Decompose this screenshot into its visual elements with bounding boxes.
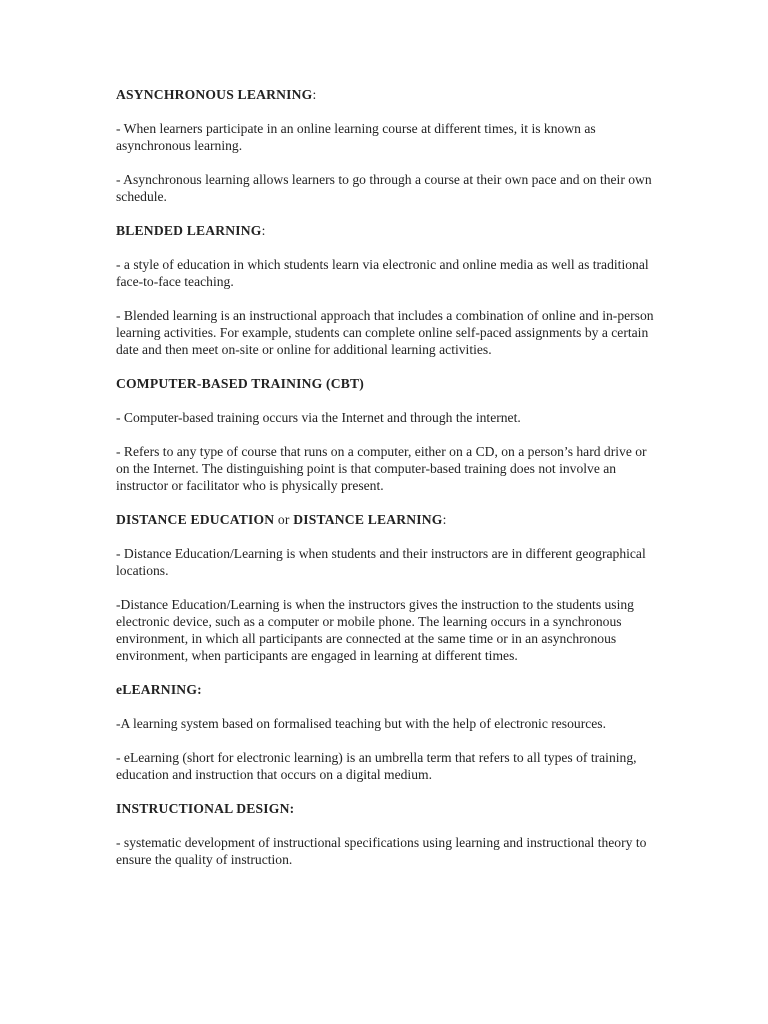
paragraph: - Asynchronous learning allows learners to go through a course at their own pace and on their own schedule.	[116, 172, 652, 204]
heading-suffix: :	[312, 87, 317, 102]
paragraph: - When learners participate in an online learning course at different times, it is known as asynchronous learning.	[116, 121, 596, 153]
section-heading	[116, 375, 656, 392]
section-heading	[116, 86, 656, 103]
heading-text: eLEARNING:	[116, 682, 202, 697]
paragraph: - systematic development of instructional specifications using learning and instructional theory to ensure the quality of instruction.	[116, 835, 647, 867]
heading-text: BLENDED LEARNING	[116, 223, 262, 238]
paragraph: - Blended learning is an instructional approach that includes a combination of online and in-person learning activities. For example, students can complete online self-paced assignments by a certain date and then meet on-site or online for additional learning activities.	[116, 308, 654, 357]
heading-text-secondary: DISTANCE LEARNING	[293, 512, 443, 527]
heading-text: ASYNCHRONOUS LEARNING	[116, 87, 313, 102]
paragraph: - Refers to any type of course that runs on a computer, either on a CD, on a person’s hard drive or on the Internet. The distinguishing point is that computer-based training does not involve an instructor or facilitator who is physically present.	[116, 444, 647, 493]
section-heading	[116, 800, 656, 817]
paragraph: -A learning system based on formalised teaching but with the help of electronic resources.	[116, 716, 606, 731]
heading-text: INSTRUCTIONAL DESIGN:	[116, 801, 295, 816]
heading-suffix: :	[442, 512, 447, 527]
paragraph: - eLearning (short for electronic learning) is an umbrella term that refers to all types of training, education and instruction that occurs on a digital medium.	[116, 750, 637, 782]
paragraph: -Distance Education/Learning is when the instructors gives the instruction to the students using electronic device, such as a computer or mobile phone. The learning occurs in a synchronous environment, in which all participants are connected at the same time or in an asynchronous environment, when participants are engaged in learning at different times.	[116, 597, 634, 663]
section-heading	[116, 511, 656, 528]
heading-connector: or	[274, 512, 294, 527]
paragraph: - Distance Education/Learning is when students and their instructors are in different geographical locations.	[116, 546, 646, 578]
heading-text: DISTANCE EDUCATION	[116, 512, 275, 527]
document-page	[116, 86, 656, 885]
paragraph: - Computer-based training occurs via the Internet and through the internet.	[116, 410, 521, 425]
section-heading	[116, 681, 656, 698]
paragraph: - a style of education in which students learn via electronic and online media as well as traditional face-to-face teaching.	[116, 257, 649, 289]
heading-text: COMPUTER-BASED TRAINING (CBT)	[116, 376, 364, 391]
section-heading	[116, 222, 656, 239]
heading-suffix: :	[261, 223, 266, 238]
